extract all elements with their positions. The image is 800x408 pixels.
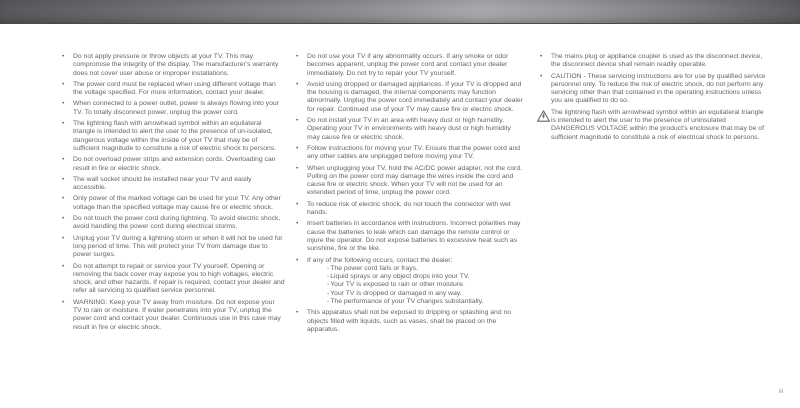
bullet-text [73,176,285,193]
bullet-text-main: Insert batteries in accordance with instructions. Incorrect polarities may cause the batteries to leak which can damage the remote control or injure the operator. Do not expose batteries to excessive heat such as sunshine, fire or the like. [307,220,521,253]
sub-item-text: Your TV is dropped or damaged in any way. [330,289,462,297]
sub-list-item [307,290,523,298]
sub-item-dash: - [327,298,330,306]
safety-bullet-item [60,215,285,232]
sub-list-item [307,298,523,306]
bullet-text-main: Do not use your TV if any abnormality occurs. If any smoke or odor becomes apparent, unplug the power cord and contact your dealer immediately. Do not try to repair your TV yourself. [307,53,509,77]
bullet-icon: • [62,156,65,164]
bullet-text [73,81,285,98]
bullet-icon: • [62,100,65,108]
sub-list-item [307,265,523,273]
safety-column-2 [294,53,523,408]
sub-item-dash: - [327,289,330,297]
bullet-text [551,109,768,142]
safety-bullet-item [60,156,285,173]
bullet-text-main: The lightning flash with arrowhead symbol within an equilateral triangle is intended to alert the user to the presence of un-isolated, dangerous voltage within the inside of your TV that may be of sufficient magnitude to constitute a risk of electric shock to persons. [73,120,277,152]
bullet-icon: • [62,298,65,306]
bullet-icon: • [296,80,299,88]
safety-bullet-item [60,81,285,98]
bullet-text-main: Unplug your TV during a lightning storm or when it will not be used for long period of time. This will protect your TV from damage due to power surges. [73,234,283,259]
bullet-text [73,263,285,296]
bullet-text [73,235,285,260]
bullet-text [73,156,285,173]
safety-bullet-item [60,195,285,212]
bullet-text-main: If any of the following occurs, contact the dealer: [307,256,453,264]
safety-bullet-item [538,109,768,142]
bullet-text-main: The lightning flash with arrowhead symbol within an equilateral triangle is intended to alert the user to the presence of uninsulated DANGEROUS VOLTAGE within the product's enclosure that may be of sufficient magnitude to constitute a risk of electrical shock to persons. [551,108,764,141]
bullet-icon: • [296,164,299,172]
bullet-icon: • [296,256,299,264]
safety-bullet-item [294,257,523,307]
safety-bullet-item [60,263,285,296]
safety-bullet-item [60,235,285,260]
bullet-text [73,53,285,78]
bullet-text [307,81,523,114]
bullet-text [73,299,285,332]
safety-bullet-item [294,53,523,78]
bullet-text-main: Do not install your TV in an area with heavy dust or high humidity. Operating your TV in environments with heavy dust or high humidity may cause fire or electric shock. [307,117,511,141]
bullet-text [307,309,523,334]
bullet-icon: • [62,120,65,128]
bullet-text [551,73,768,106]
bullet-text [73,100,285,117]
safety-column-1 [60,53,285,408]
bullet-icon: • [540,53,543,60]
bullet-text-main: Do not attempt to repair or service your TV yourself. Opening or removing the back cover may expose you to high voltages, electric shock, and other hazards. If repair is required, contact your dealer and refer all servicing to qualified service personnel. [73,262,285,295]
bullet-icon: • [296,220,299,228]
bullet-icon: • [62,215,65,223]
bullet-text-main: The mains plug or appliance coupler is used as the disconnect device, the disconnect device shall remain readily operable. [551,53,763,69]
safety-bullet-item [294,220,523,253]
page-number: iii [779,389,783,395]
bullet-icon: • [540,72,543,80]
bullet-icon: • [296,117,299,125]
bullet-icon: • [62,80,65,88]
bullet-icon: • [62,175,65,183]
bullet-text-main: Follow instructions for moving your TV. Ensure that the power cord and any other cables are unplugged before moving your TV. [307,144,521,161]
bullet-text-main: Only power of the marked voltage can be used for your TV. Any other voltage than the specified voltage may cause fire or electric shock. [73,195,281,211]
safety-bullet-item [60,100,285,117]
safety-bullet-item [294,165,523,198]
bullet-text-main: When connected to a power outlet, power is always flowing into your TV. To totally disconnect power, unplug the power cord. [73,100,279,116]
bullet-text [307,117,523,142]
safety-bullet-item [294,201,523,218]
sub-item-dash: - [327,281,330,289]
bullet-text-main: This apparatus shall not be exposed to dripping or splashing and no objects filled with liquids, such as vases, shall be placed on the apparatus. [307,309,512,333]
safety-instructions-content [0,24,800,408]
sub-item-text: The power cord fails or frays. [330,264,418,272]
safety-bullet-item [294,309,523,334]
bullet-text [73,215,285,232]
bullet-text-main: Do not overload power strips and extension cords. Overloading can result in fire or electric shock. [73,156,276,172]
bullet-text [307,165,523,198]
safety-bullet-item [60,120,285,153]
bullet-icon: • [62,53,65,60]
sub-item-text: Your TV is exposed to rain or other moisture. [330,281,465,289]
bullet-text [307,53,523,78]
bullet-text-main: The wall socket should be installed near your TV and easily accessible. [73,175,252,192]
bullet-icon: • [296,200,299,208]
bullet-text-main: Do not apply pressure or throw objects at your TV. This may compromise the integrity of the display. The manufacturer's warranty does not cover user abuse or improper installations. [73,53,279,77]
safety-bullet-item [538,73,768,106]
safety-bullet-item [60,53,285,78]
bullet-text [307,145,523,162]
sub-item-text: The performance of your TV changes substantially. [330,298,484,306]
sub-item-text: Liquid sprays or any object drops into your TV. [330,273,470,281]
bullet-icon: • [296,309,299,317]
safety-bullet-item [294,145,523,162]
bullet-icon: • [62,195,65,203]
sub-item-dash: - [327,264,330,272]
bullet-text-main: Do not touch the power cord during lightning. To avoid electric shock, avoid handling the power cord during electrical storms. [73,215,281,231]
safety-bullet-item [294,117,523,142]
bullet-icon: • [62,234,65,242]
bullet-icon: • [296,53,299,60]
sub-item-dash: - [327,273,330,281]
sub-list-item [307,281,523,289]
safety-bullet-item [60,176,285,193]
header-gradient-bar [0,0,800,24]
bullet-text [307,201,523,218]
bullet-text-main: WARNING: Keep your TV away from moisture. Do not expose your TV to rain or moisture. If water penetrates into your TV, unplug the power cord and contact your dealer. Continuous use in this case may result in fire or electric shock. [73,298,281,331]
bullet-text [307,257,523,307]
sub-list-item [307,273,523,281]
high-voltage-warning-icon [538,109,551,142]
bullet-text-main: To reduce risk of electric shock, do not touch the connector with wet hands. [307,200,511,217]
bullet-text [307,220,523,253]
bullet-text [551,53,768,70]
bullet-icon: • [62,262,65,270]
bullet-text-main: CAUTION - These servicing instructions are for use by qualified service personnel only. To reduce the risk of electric shock, do not perform any servicing other than that contained in the operating instructions unless you are qualified to do so. [551,72,766,105]
safety-bullet-item [538,53,768,70]
bullet-text-main: When unplugging your TV, hold the AC/DC power adapter, not the cord. Pulling on the power cord may damage the wires inside the cord and cause fire or electric shock. When your TV will not be used for an extended period of time, unplug the power cord. [307,164,522,197]
bullet-text-main: Avoid using dropped or damaged appliances. If your TV is dropped and the housing is damaged, the internal components may function abnormally. Unplug the power cord immediately and contact your dealer for repair. Continued use of your TV may cause fire or electric shock. [307,80,523,113]
bullet-text-main: The power cord must be replaced when using different voltage than the voltage specified. For more information, contact your dealer. [73,80,276,97]
bullet-text [73,195,285,212]
bullet-icon: • [296,144,299,152]
safety-bullet-item [294,81,523,114]
bullet-text [73,120,285,153]
safety-bullet-item [60,299,285,332]
safety-column-3 [538,53,768,408]
